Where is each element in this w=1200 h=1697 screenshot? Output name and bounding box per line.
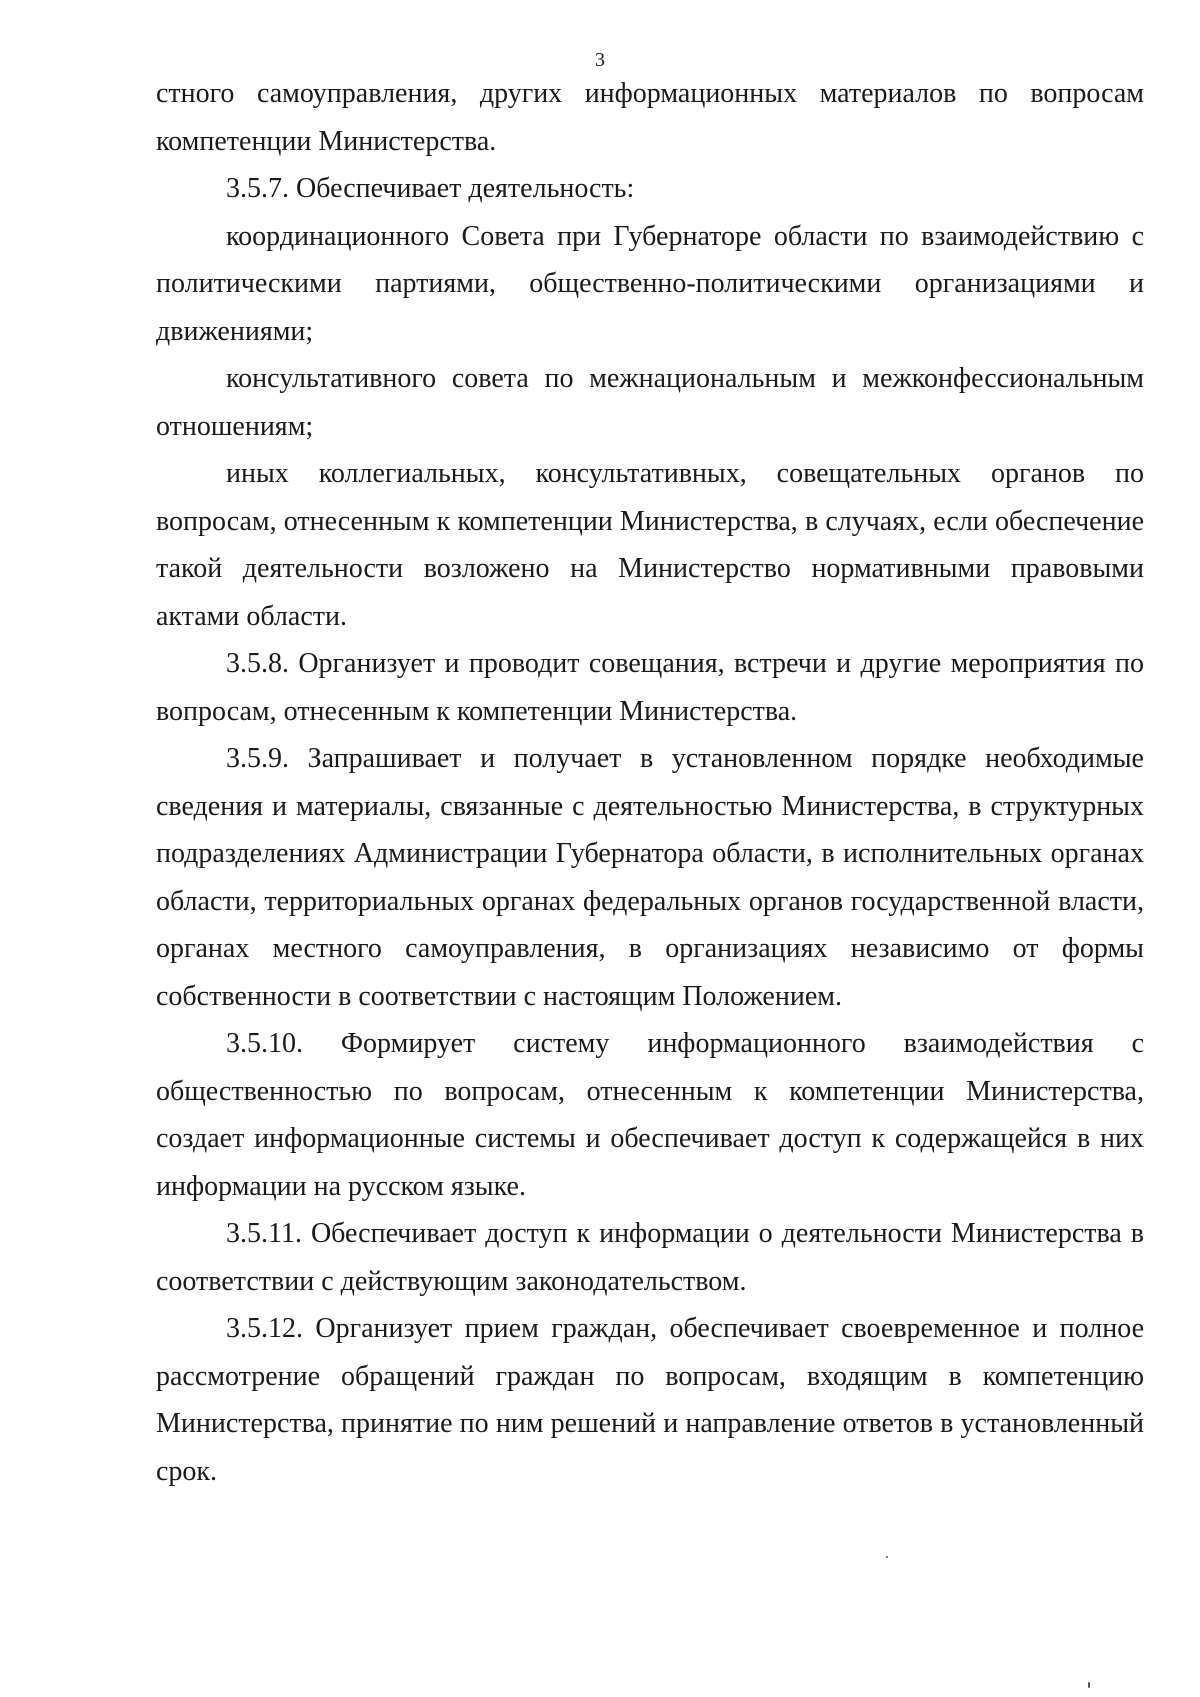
paragraph-3-5-7: 3.5.7. Обеспечивает деятельность: — [226, 173, 635, 204]
paragraph-3-5-9: 3.5.9. Запрашивает и получает в установленном порядке необходимые сведения и материалы, связанные с деятельностью Министерства, в структурных подразделениях Администрации Губернатора области, в исполнительных органах области, территориальных органах федеральных органов государственной власти, органах местного самоуправления, в организациях независимо от формы собственности в соответствии с настоящим Положением. — [156, 743, 1144, 1012]
scan-speck — [886, 1556, 888, 1558]
paragraph-3-5-11: 3.5.11. Обеспечивает доступ к информации о деятельности Министерства в соответствии с действующим законодательством. — [156, 1218, 1144, 1297]
paragraph-3-5-7-item-3: иных коллегиальных, консультативных, совещательных органов по вопросам, отнесенным к компетенции Министерства, в случаях, если обеспечение такой деятельности возложено на Министерство нормативными правовыми актами области. — [156, 458, 1144, 632]
document-body — [156, 70, 1144, 1495]
paragraph-3-5-12: 3.5.12. Организует прием граждан, обеспечивает своевременное и полное рассмотрение обращений граждан по вопросам, входящим в компетенцию Министерства, принятие по ним решений и направление ответов в установленный срок. — [156, 1313, 1144, 1487]
paragraph-3-5-7-item-2: консультативного совета по межнациональным и межконфессиональным отношениям; — [156, 363, 1144, 442]
page-number: 3 — [595, 49, 605, 71]
paragraph-continuation: стного самоуправления, других информационных материалов по вопросам компетенции Министерства. — [156, 78, 1144, 157]
paragraph-3-5-10: 3.5.10. Формирует систему информационного взаимодействия с общественностью по вопросам, отнесенным к компетенции Министерства, создает информационные системы и обеспечивает доступ к содержащейся в них информации на русском языке. — [156, 1028, 1144, 1202]
paragraph-3-5-8: 3.5.8. Организует и проводит совещания, встречи и другие мероприятия по вопросам, отнесенным к компетенции Министерства. — [156, 648, 1144, 727]
scan-speck — [1088, 1682, 1090, 1688]
paragraph-3-5-7-item-1: координационного Совета при Губернаторе области по взаимодействию с политическими партиями, общественно-политическими организациями и движениями; — [156, 220, 1144, 347]
